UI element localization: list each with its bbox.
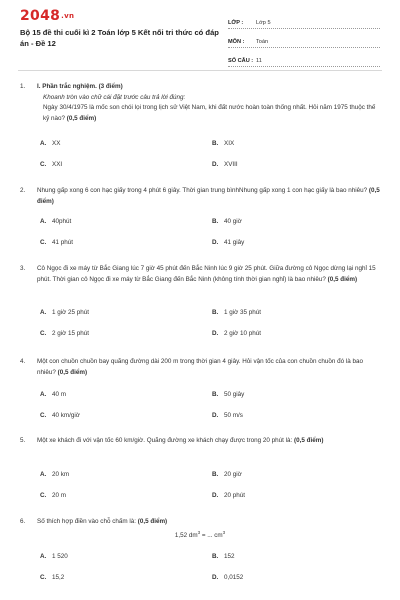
question-text: Số thích hợp điền vào chỗ chấm là: bbox=[37, 518, 136, 525]
option-label: A. bbox=[40, 553, 47, 560]
option-c[interactable] bbox=[40, 329, 89, 340]
question-3 bbox=[20, 264, 380, 285]
option-text: 41 giây bbox=[224, 239, 245, 246]
meta-row-class bbox=[228, 10, 380, 29]
meta-value: 11 bbox=[256, 58, 262, 64]
option-label: C. bbox=[40, 330, 47, 337]
question-2 bbox=[20, 186, 380, 207]
option-label: C. bbox=[40, 412, 47, 419]
option-text: 1 giờ 25 phút bbox=[52, 309, 90, 316]
question-6 bbox=[20, 517, 380, 541]
option-text: XXI bbox=[52, 161, 63, 168]
option-b[interactable] bbox=[212, 390, 244, 401]
option-d[interactable] bbox=[212, 411, 243, 422]
question-number: 5. bbox=[20, 437, 26, 444]
meta-key: SỐ CÂU : bbox=[228, 58, 254, 64]
option-c[interactable] bbox=[40, 411, 80, 422]
question-text: Ngày 30/4/1975 là mốc son chói lọi trong lịch sử Việt Nam, khi đất nước hoàn toàn thống nhất. Hỏi năm 1975 thuộc thế kỷ nào? bbox=[43, 104, 376, 122]
option-label: B. bbox=[212, 471, 219, 478]
option-label: D. bbox=[212, 412, 219, 419]
option-c[interactable] bbox=[40, 160, 62, 171]
option-b[interactable] bbox=[212, 308, 261, 319]
meta-panel bbox=[228, 10, 380, 67]
option-text: 50 m/s bbox=[224, 412, 243, 419]
option-text: 20 m bbox=[52, 492, 66, 499]
option-text: 15,2 bbox=[52, 574, 65, 581]
option-d[interactable] bbox=[212, 573, 243, 584]
option-label: A. bbox=[40, 140, 47, 147]
option-b[interactable] bbox=[212, 470, 242, 481]
question-number: 4. bbox=[20, 358, 26, 365]
document-title: Bộ 15 đề thi cuối kì 2 Toán lớp 5 Kết nối tri thức có đáp án - Đề 12 bbox=[20, 28, 219, 48]
option-label: D. bbox=[212, 574, 219, 581]
option-text: XX bbox=[52, 140, 61, 147]
option-label: D. bbox=[212, 239, 219, 246]
option-a[interactable] bbox=[40, 139, 60, 150]
question-number: 1. bbox=[20, 83, 26, 90]
option-label: C. bbox=[40, 239, 47, 246]
question-5 bbox=[20, 436, 380, 447]
option-a[interactable] bbox=[40, 552, 68, 563]
question-number: 3. bbox=[20, 265, 26, 272]
question-text-wrap bbox=[43, 103, 380, 124]
section-title: I. Phần trắc nghiệm. (3 điểm) bbox=[37, 83, 123, 90]
option-label: C. bbox=[40, 161, 47, 168]
option-text: 2 giờ 10 phút bbox=[224, 330, 262, 337]
option-text: 40phút bbox=[52, 218, 72, 225]
option-label: D. bbox=[212, 161, 219, 168]
option-text: 50 giây bbox=[224, 391, 245, 398]
question-number: 6. bbox=[20, 518, 26, 525]
option-label: D. bbox=[212, 330, 219, 337]
option-label: B. bbox=[212, 391, 219, 398]
question-points: (0,5 điểm) bbox=[55, 368, 88, 376]
option-text: 40 km/giờ bbox=[52, 412, 80, 419]
question-text: Cô Ngọc đi xe máy từ Bắc Giang lúc 7 giờ 45 phút đến Bắc Ninh lúc 9 giờ 25 phút. Giữa đường cô Ngọc dừng lại nghỉ 15 phút. Thời gian cô Ngọc đi xe máy từ Bắc Giang đến Bắc Ninh (không tính thời gian nghỉ) là bao nhiêu? bbox=[37, 265, 376, 283]
section-instruction: Khoanh tròn vào chữ cái đặt trước câu trả lời đúng: bbox=[43, 93, 186, 101]
header-divider bbox=[18, 70, 382, 71]
page-header bbox=[0, 0, 400, 66]
option-text: 1 520 bbox=[52, 553, 68, 560]
option-label: A. bbox=[40, 471, 47, 478]
option-text: 41 phút bbox=[52, 239, 74, 246]
question-formula bbox=[20, 531, 380, 542]
option-text: 40 m bbox=[52, 391, 66, 398]
question-number: 2. bbox=[20, 187, 26, 194]
option-text: XIX bbox=[224, 140, 235, 147]
option-label: B. bbox=[212, 140, 219, 147]
option-b[interactable] bbox=[212, 217, 242, 228]
question-points: (0,5 điểm) bbox=[292, 437, 324, 444]
option-label: D. bbox=[212, 492, 219, 499]
site-logo[interactable] bbox=[20, 8, 74, 24]
meta-value: Toán bbox=[256, 39, 269, 45]
option-label: B. bbox=[212, 553, 219, 560]
option-c[interactable] bbox=[40, 491, 66, 502]
option-d[interactable] bbox=[212, 491, 245, 502]
question-text: Nhung gấp xong 6 con hạc giấy trong 4 phút 6 giây. Thời gian trung bìnhNhung gấp xong 1 con hạc giấy là bao nhiêu? bbox=[37, 187, 368, 194]
option-text: 20 phút bbox=[224, 492, 246, 499]
question-1 bbox=[20, 82, 380, 124]
option-text: 1 giờ 35 phút bbox=[224, 309, 262, 316]
logo-suffix: .vn bbox=[61, 12, 75, 20]
formula-left: 1,52 dm bbox=[174, 531, 198, 539]
option-d[interactable] bbox=[212, 160, 238, 171]
option-text: 40 giờ bbox=[224, 218, 242, 225]
option-label: B. bbox=[212, 309, 219, 316]
formula-mid: = ... cm bbox=[200, 531, 223, 539]
meta-value: Lớp 5 bbox=[256, 20, 271, 26]
option-text: 20 giờ bbox=[224, 471, 242, 478]
meta-row-subject bbox=[228, 29, 380, 48]
option-text: 20 km bbox=[52, 471, 70, 478]
option-d[interactable] bbox=[212, 329, 261, 340]
meta-key: LỚP : bbox=[228, 20, 244, 26]
question-points: (0,5 điểm) bbox=[37, 187, 380, 205]
option-a[interactable] bbox=[40, 217, 71, 228]
question-text: Một con chuồn chuồn bay quãng đường dài 200 m trong thời gian 4 giây. Hỏi vận tốc của con chuồn chuồn đó là bao nhiêu? bbox=[37, 358, 364, 376]
option-a[interactable] bbox=[40, 470, 69, 481]
option-text: XVIII bbox=[224, 161, 238, 168]
option-label: A. bbox=[40, 391, 47, 398]
formula-exp-1: 3 bbox=[197, 529, 201, 535]
option-c[interactable] bbox=[40, 238, 73, 249]
option-a[interactable] bbox=[40, 390, 66, 401]
option-text: 152 bbox=[224, 553, 235, 560]
option-label: C. bbox=[40, 492, 47, 499]
option-label: B. bbox=[212, 218, 219, 225]
option-text: 2 giờ 15 phút bbox=[52, 330, 90, 337]
option-a[interactable] bbox=[40, 308, 89, 319]
question-points: (0,5 điểm) bbox=[65, 114, 97, 122]
option-label: A. bbox=[40, 218, 47, 225]
meta-key: MÔN : bbox=[228, 39, 245, 45]
question-points: (0,5 điểm) bbox=[325, 275, 358, 283]
option-text: 0,0152 bbox=[224, 574, 244, 581]
formula-exp-2: 3 bbox=[222, 529, 226, 535]
logo-text: 2048 bbox=[20, 8, 61, 24]
question-points: (0,5 điểm) bbox=[136, 518, 168, 525]
option-b[interactable] bbox=[212, 552, 235, 563]
question-text: Một xe khách đi với vận tốc 60 km/giờ. Quãng đường xe khách chạy được trong 20 phút là: bbox=[37, 437, 293, 444]
meta-row-count bbox=[228, 48, 380, 67]
question-4 bbox=[20, 357, 380, 378]
option-d[interactable] bbox=[212, 238, 244, 249]
option-b[interactable] bbox=[212, 139, 234, 150]
option-label: A. bbox=[40, 309, 47, 316]
option-label: C. bbox=[40, 574, 47, 581]
option-c[interactable] bbox=[40, 573, 64, 584]
